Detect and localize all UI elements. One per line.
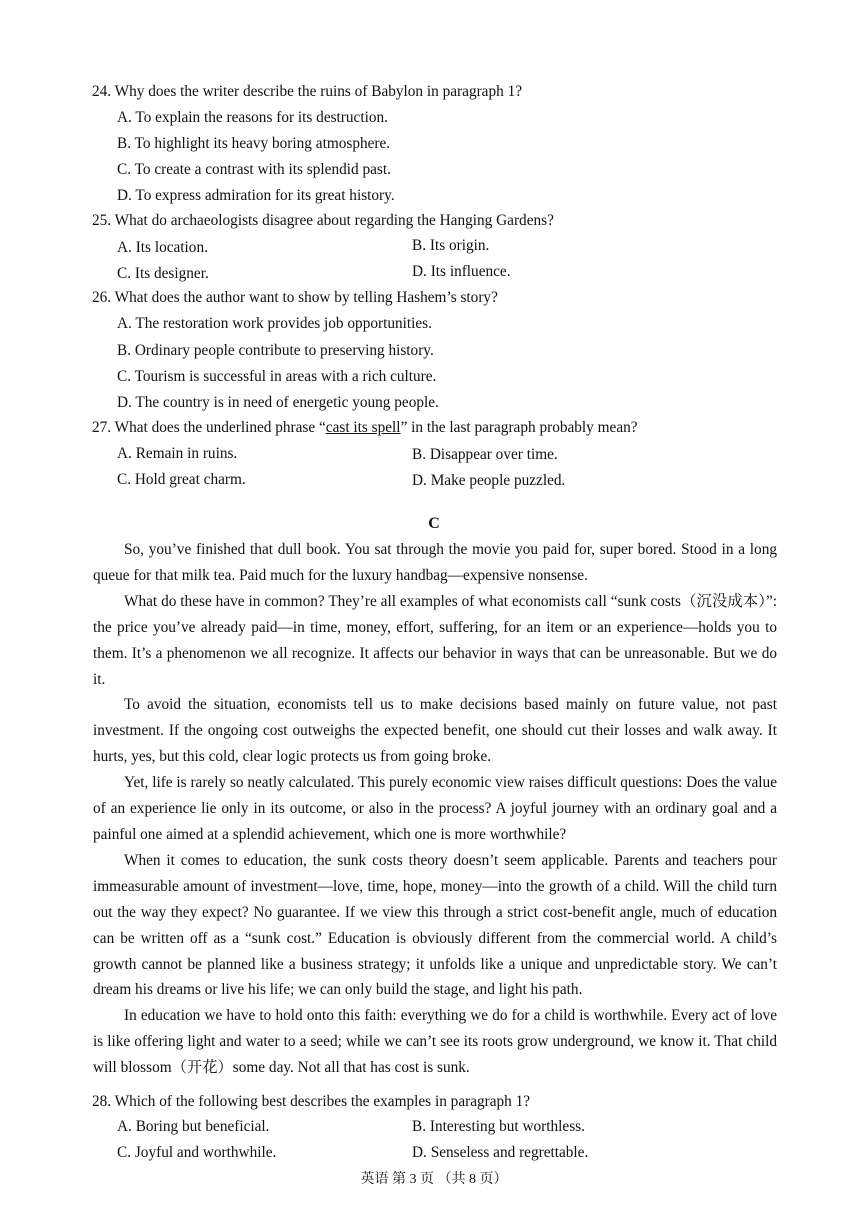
question-25-stem: 25. What do archaeologists disagree about regarding the Hanging Gardens? [92,212,554,229]
passage [93,537,777,1081]
passage-paragraph-1: So, you’ve finished that dull book. You sat through the movie you paid for, super bored. Stood in a long queue for that milk tea. Paid much for the luxury handbag—expensive nonsense. [93,541,777,584]
question-24-option-b: B. To highlight its heavy boring atmosphere. [117,135,391,152]
question-25-option-a: A. Its location. [117,239,208,256]
question-27-option-c: C. Hold great charm. [117,471,246,488]
question-28-stem: 28. Which of the following best describes the examples in paragraph 1? [92,1093,531,1110]
question-28-option-c: C. Joyful and worthwhile. [117,1144,277,1161]
question-27-stem-start: 27. What does the underlined phrase “ [92,419,326,436]
question-24-stem: 24. Why does the writer describe the ruins of Babylon in paragraph 1? [92,83,523,100]
passage-paragraph-5: When it comes to education, the sunk costs theory doesn’t seem applicable. Parents and teachers pour immeasurable amount of investment—love, time, hope, money—into the growth of a child. Will the child turn out the way they expect? No guarantee. If we view this through a strict cost-benefit angle, much of education can be written off as a “sunk cost.” Education is obviously different from the commercial world. A child’s growth cannot be planned like a business strategy; it unfolds like a unique and unpredictable story. We can’t dream his dreams or live his life; we can only build the stage, and light his path. [93,851,777,999]
passage-paragraph-3: To avoid the situation, economists tell us to make decisions based mainly on future value, not past investment. If the ongoing cost outweighs the expected benefit, one should cut their losses and walk away. It hurts, yes, but this cold, clear logic protects us from going broke. [93,696,777,766]
question-24-option-d: D. To express admiration for its great history. [117,187,395,204]
page-footer: 英语 第 3 页 （共 8 页） [360,1172,508,1187]
question-25-option-d: D. Its influence. [412,263,511,280]
question-27-option-b: B. Disappear over time. [412,446,558,463]
question-27-stem [92,418,638,438]
question-26-option-c: C. Tourism is successful in areas with a rich culture. [117,368,437,385]
question-28-option-a: A. Boring but beneficial. [117,1118,270,1135]
passage-paragraph-2: What do these have in common? They’re all examples of what economists call “sunk costs（沉没成本）”: the price you’ve already paid—in time, money, effort, suffering, for an item or an experience—holds you to them. It’s a phenomenon we all recognize. It affects our behavior in ways that can be unreasonable. But we do it. [93,592,777,688]
question-26-stem: 26. What does the author want to show by telling Hashem’s story? [92,289,498,306]
question-26-option-d: D. The country is in need of energetic young people. [117,394,439,411]
passage-paragraph-4: Yet, life is rarely so neatly calculated. This purely economic view raises difficult questions: Does the value of an experience lie only in its outcome, or also in the process? A joyful journey with an ordinary goal and a painful one aimed at a splendid achievement, which one is more worthwhile? [93,774,777,843]
question-28-option-d: D. Senseless and regrettable. [412,1144,589,1161]
underlined-phrase: cast its spell [325,419,401,436]
question-27-option-a: A. Remain in ruins. [117,445,238,462]
question-25-option-b: B. Its origin. [412,237,490,254]
question-24-option-c: C. To create a contrast with its splendid past. [117,161,391,178]
question-26-option-a: A. The restoration work provides job opportunities. [117,315,432,332]
question-24-option-a: A. To explain the reasons for its destruction. [117,109,388,126]
passage-paragraph-6: In education we have to hold onto this faith: everything we do for a child is worthwhile. Every act of love is like offering light and water to a seed; while we can’t see its roots grow underground, we know it. That child will blossom（开花）some day. Not all that has cost is sunk. [93,1007,777,1077]
section-title: C [428,515,440,532]
question-28-option-b: B. Interesting but worthless. [412,1118,585,1135]
question-27-stem-end: ” in the last paragraph probably mean? [400,419,638,436]
question-25-option-c: C. Its designer. [117,265,209,282]
question-27-option-d: D. Make people puzzled. [412,472,566,489]
question-26-option-b: B. Ordinary people contribute to preserving history. [117,342,434,359]
